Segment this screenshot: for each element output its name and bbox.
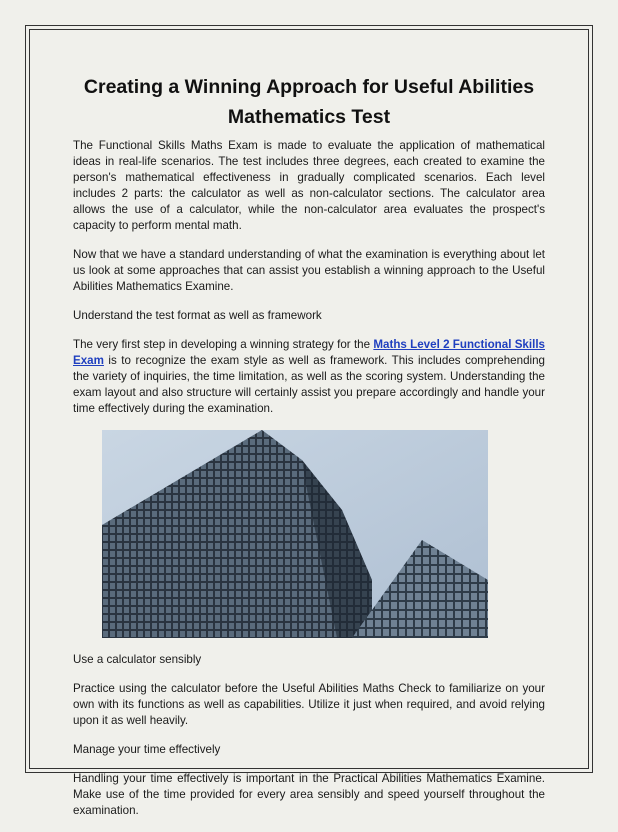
paragraph: Practice using the calculator before the Useful Abilities Maths Check to familiarize on your own with its functions as well as capabilities. Utilize it just when required, and avoid relying upon it as well heavily. — [73, 682, 545, 727]
paragraph: Handling your time effectively is important in the Practical Abilities Mathematics Examine. Make use of the time provided for every area sensibly and speed yourself throughout the examination. — [73, 772, 545, 817]
exam-link[interactable]: Maths Level 2 Functional Skills Exam — [73, 338, 545, 367]
paragraph: The Functional Skills Maths Exam is made to evaluate the application of mathematical ideas in real-life scenarios. The test includes three degrees, each created to examine the person's mathematical effectiveness in gradually complicated scenarios. Each level includes 2 parts: the calculator as well as non-calculator sections. The calculator area allows the use of a calculator, while the non-calculator area evaluates the prospect's capacity to perform mental math. — [73, 139, 545, 232]
text: is to recognize the exam style as well as framework. This includes comprehending the variety of inquiries, the time limitation, as well as the scoring system. Understanding the exam layout and also structure will certainly assist you prepare accordingly and handle your time effectively during the examination. — [73, 354, 545, 415]
article-body — [73, 138, 545, 832]
building-photo — [102, 430, 488, 638]
section-heading: Manage your time effectively — [73, 743, 221, 756]
section-heading: Understand the test format as well as framework — [73, 309, 322, 322]
paragraph — [73, 337, 545, 417]
page-title: Creating a Winning Approach for Useful Abilities Mathematics Test — [83, 76, 535, 128]
section-heading: Use a calculator sensibly — [73, 653, 202, 666]
paragraph: Now that we have a standard understanding of what the examination is everything about let us look at some approaches that can assist you establish a winning approach to the Useful Abilities Mathematics Examine. — [73, 248, 545, 293]
text: The very first step in developing a winning strategy for the — [73, 338, 374, 351]
